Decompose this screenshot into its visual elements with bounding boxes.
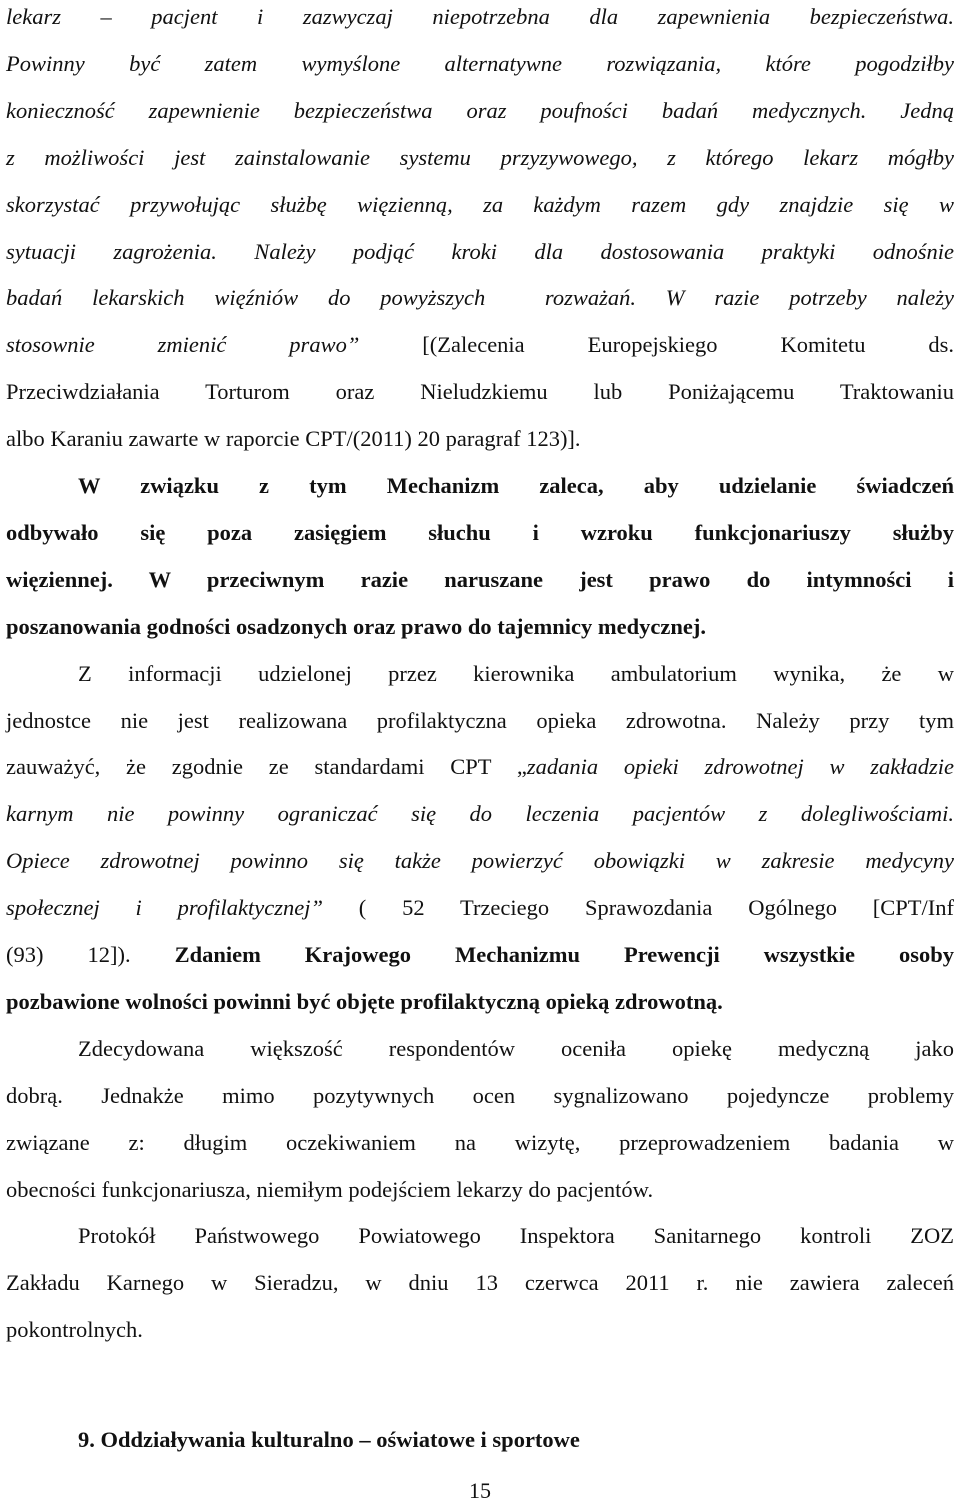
text-segment: poszanowania godności osadzonych oraz prawo do tajemnicy medycznej. [6,613,706,639]
text-segment: z możliwości jest zainstalowanie systemu przyzywowego, z którego lekarz mógłby [6,144,954,170]
text-segment: zadania opieki zdrowotnej w zakładzie [526,754,954,780]
page-number: 15 [469,1478,491,1503]
text-line [6,563,954,597]
section-heading: 9. Oddziaływania kulturalno – oświatowe i sportowe [78,1427,580,1452]
text-segment: badań lekarskich więźniów do powyższych rozważań. W razie potrzeby należy [6,285,954,311]
text-segment: W związku z tym Mechanizm zaleca, aby udzielanie świadczeń [78,473,954,498]
text-segment: obecności funkcjonariusza, niemiłym podejściem lekarzy do pacjentów. [6,1176,654,1202]
text-line [6,281,954,315]
text-line [78,469,954,503]
text-line [6,516,954,550]
text-line [6,1173,954,1207]
text-line [6,47,954,81]
text-segment: jednostce nie jest realizowana profilaktyczna opieka zdrowotna. Należy przy tym [6,707,954,733]
text-line [78,1219,954,1253]
text-line [6,844,954,878]
text-segment: Zdecydowana większość respondentów oceniła opiekę medyczną jako [78,1035,954,1061]
text-segment: pokontrolnych. [6,1317,143,1343]
text-segment: skorzystać przywołując służbę więzienną, za każdym razem gdy znajdzie się w [6,191,954,217]
text-line [6,797,954,831]
text-segment: sytuacji zagrożenia. Należy podjąć kroki dla dostosowania praktyki odnośnie [6,238,954,264]
text-segment: związane z: długim oczekiwaniem na wizytę, przeprowadzeniem badania w [6,1129,954,1155]
text-line [6,891,954,925]
text-line [6,1266,954,1300]
text-line [6,141,954,175]
text-segment: Zdaniem Krajowego Mechanizmu Prewencji wszystkie osoby [174,942,954,967]
text-segment: konieczność zapewnienie bezpieczeństwa oraz poufności badań medycznych. Jedną [6,97,954,123]
text-segment: ( 52 Trzeciego Sprawozdania Ogólnego [CPT/Inf [358,895,954,921]
text-segment: zauważyć, że zgodnie ze standardami CPT „ [6,754,527,780]
text-line [78,1032,954,1066]
text-segment: (93) 12]). [6,942,175,967]
text-line [6,235,954,269]
text-segment: stosownie zmienić prawo” [6,332,423,358]
text-line [6,188,954,222]
text-segment: Powinny być zatem wymyślone alternatywne rozwiązania, które pogodziłby [6,50,954,76]
text-line [6,985,954,1019]
text-segment: lekarz – pacjent i zazwyczaj niepotrzebna dla zapewnienia bezpieczeństwa. [6,4,954,29]
text-segment: Zakładu Karnego w Sieradzu, w dniu 13 czerwca 2011 r. nie zawiera zaleceń [6,1270,954,1296]
text-line [6,375,954,409]
text-line [6,422,954,456]
text-line [6,328,954,362]
text-segment: pozbawione wolności powinni być objęte profilaktyczną opieką zdrowotną. [6,988,723,1014]
text-line [6,750,954,784]
text-segment: dobrą. Jednakże mimo pozytywnych ocen sygnalizowano pojedyncze problemy [6,1082,954,1108]
text-line [6,1313,954,1347]
text-segment: Opiece zdrowotnej powinno się także powierzyć obowiązki w zakresie medycyny [6,848,954,874]
text-line [6,610,954,644]
text-segment: społecznej i profilaktycznej” [6,895,359,921]
text-segment: albo Karaniu zawarte w raporcie CPT/(2011) 20 paragraf 123)]. [6,426,581,452]
text-segment: [(Zalecenia Europejskiego Komitetu ds. [422,332,954,358]
text-line [6,1079,954,1113]
text-segment: Z informacji udzielonej przez kierownika ambulatorium wynika, że w [78,660,954,686]
text-segment: więziennej. W przeciwnym razie naruszane jest prawo do intymności i [6,566,954,592]
text-segment: Przeciwdziałania Torturom oraz Nieludzkiemu lub Poniżającemu Traktowaniu [6,379,954,405]
text-line [6,1126,954,1160]
text-line [78,657,954,691]
text-segment: Protokół Państwowego Powiatowego Inspektora Sanitarnego kontroli ZOZ [78,1223,954,1249]
text-segment: karnym nie powinny ograniczać się do leczenia pacjentów z dolegliwościami. [6,801,954,827]
text-segment: odbywało się poza zasięgiem słuchu i wzroku funkcjonariuszy służby [6,519,954,545]
text-line [6,0,954,34]
text-line [6,938,954,972]
text-line [6,704,954,738]
text-line [6,94,954,128]
